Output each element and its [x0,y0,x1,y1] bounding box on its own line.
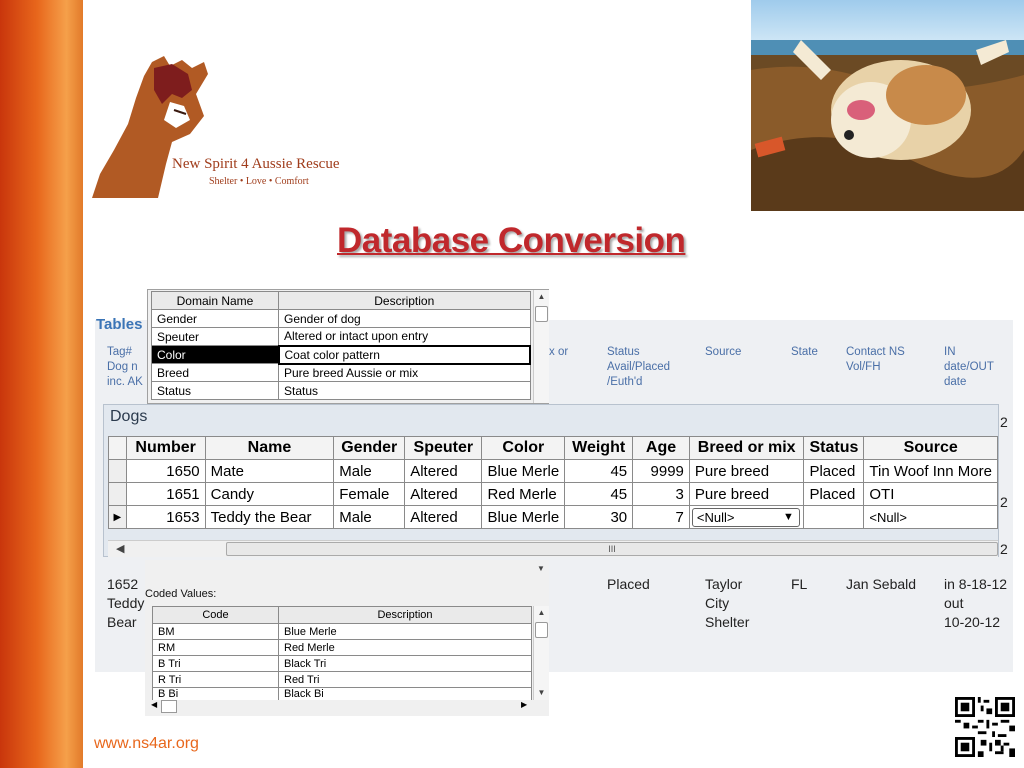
edge-mark: 2 [1000,494,1008,510]
description-cell[interactable]: Gender of dog [279,310,531,328]
color-cell[interactable]: Blue Merle [482,460,565,483]
column-header-code[interactable]: Code [153,607,279,624]
coded-values-label: Coded Values: [145,588,217,600]
scroll-left-icon[interactable]: ◀ [116,543,125,555]
age-cell[interactable]: 7 [633,506,690,529]
breed-cell[interactable] [689,506,804,529]
weight-cell[interactable]: 45 [565,460,633,483]
description-cell[interactable]: Pure breed Aussie or mix [279,364,531,382]
scroll-down-icon[interactable]: ▼ [537,688,546,697]
header-state: State [791,346,818,358]
logo-name: New Spirit 4 Aussie Rescue [172,156,340,172]
edge-mark: 2 [1000,541,1008,557]
table-row[interactable] [109,460,998,483]
code-cell[interactable]: RM [153,640,279,656]
column-header-breed[interactable]: Breed or mix [689,437,804,460]
table-row[interactable] [153,624,532,640]
dog-silhouette-icon [92,54,212,200]
header-status: Status Avail/Placed /Euth'd [607,346,671,388]
qr-code-icon [955,697,1015,757]
header-tag: Tag# Dog n inc. AK [107,346,143,388]
description-cell[interactable]: Red Merle [279,640,532,656]
column-header-source[interactable]: Source [864,437,998,460]
source-cell[interactable]: <Null> [864,506,998,529]
source-cell[interactable]: Tin Woof Inn More [864,460,998,483]
column-header-domain-name[interactable]: Domain Name [152,292,279,310]
number-cell[interactable]: 1651 [126,483,205,506]
code-cell[interactable]: BM [153,624,279,640]
column-header-description[interactable]: Description [279,292,531,310]
dogs-window [103,404,999,557]
speuter-cell[interactable]: Altered [405,506,482,529]
header-contact: Contact NS Vol/FH [846,346,905,373]
dogs-horizontal-scrollbar[interactable] [108,540,998,557]
table-row[interactable] [152,364,531,382]
weight-cell[interactable]: 30 [565,506,633,529]
status-cell[interactable] [804,506,864,529]
source-cell[interactable]: OTI [864,483,998,506]
scroll-right-icon[interactable]: ▶ [521,700,528,709]
column-header-speuter[interactable]: Speuter [405,437,482,460]
gender-cell[interactable]: Female [334,483,405,506]
table-row[interactable] [153,672,532,688]
scroll-up-icon[interactable]: ▲ [537,608,546,617]
website-link[interactable]: www.ns4ar.org [94,735,199,752]
color-cell[interactable]: Red Merle [482,483,565,506]
scroll-thumb[interactable]: III [226,542,998,556]
coded-values-window [145,560,549,716]
coded-values-table [152,606,532,701]
gender-cell[interactable]: Male [334,506,405,529]
table-row[interactable] [153,640,532,656]
domain-name-cell[interactable]: Color [152,346,279,364]
description-cell[interactable]: Blue Merle [279,624,532,640]
weight-cell[interactable]: 45 [565,483,633,506]
domain-name-cell[interactable]: Gender [152,310,279,328]
slide-title: Database Conversion [337,221,686,260]
scroll-thumb[interactable] [535,622,548,638]
domain-name-cell[interactable]: Breed [152,364,279,382]
description-cell[interactable]: Status [279,382,531,400]
status-cell[interactable]: Placed [804,483,864,506]
table-row[interactable] [153,688,532,701]
breed-cell[interactable]: Pure breed [689,483,804,506]
code-cell[interactable]: B Bi [153,688,279,701]
domain-name-cell[interactable]: Speuter [152,328,279,346]
description-cell[interactable]: Red Tri [279,672,532,688]
column-header-description[interactable]: Description [279,607,532,624]
scroll-down-icon[interactable]: ▼ [537,564,545,573]
coded-horizontal-scrollbar[interactable] [149,700,533,714]
breed-dropdown-value: <Null> [696,509,735,525]
age-cell[interactable]: 3 [633,483,690,506]
dogs-table [108,436,998,529]
row-selector[interactable] [109,460,127,483]
code-cell[interactable]: R Tri [153,672,279,688]
logo-tagline: Shelter • Love • Comfort [209,176,309,187]
edge-mark: 2 [1000,414,1008,430]
dog-photo [751,0,1024,211]
record-contact: Jan Sebald [846,576,917,592]
column-header-status[interactable]: Status [804,437,864,460]
dogs-window-title: Dogs [110,408,148,425]
table-row[interactable] [152,382,531,400]
gender-cell[interactable]: Male [334,460,405,483]
number-cell[interactable]: 1650 [126,460,205,483]
code-cell[interactable]: B Tri [153,656,279,672]
scroll-up-icon[interactable]: ▲ [537,292,546,301]
chevron-down-icon[interactable]: ▼ [783,510,794,523]
description-cell[interactable]: Black Bi [279,688,532,701]
column-header-gender[interactable]: Gender [334,437,405,460]
column-header-number[interactable]: Number [126,437,205,460]
color-cell[interactable]: Blue Merle [482,506,565,529]
description-cell[interactable]: Coat color pattern [279,346,531,364]
table-row-selected[interactable] [152,346,531,364]
speuter-cell[interactable]: Altered [405,483,482,506]
row-selector[interactable] [109,483,127,506]
row-selector-header[interactable] [109,437,127,460]
scroll-thumb[interactable] [161,700,177,713]
column-header-color[interactable]: Color [482,437,565,460]
record-state: FL [791,576,808,592]
description-cell[interactable]: Black Tri [279,656,532,672]
current-row-marker-icon[interactable]: ▶ [109,506,127,529]
record-status: Placed [607,576,650,592]
domain-name-cell[interactable]: Status [152,382,279,400]
name-cell[interactable]: Mate [205,460,334,483]
table-row[interactable] [152,310,531,328]
orange-side-bar [0,0,83,768]
breed-dropdown[interactable] [692,508,800,527]
status-cell[interactable]: Placed [804,460,864,483]
column-header-name[interactable]: Name [205,437,334,460]
domain-table [151,291,531,400]
record-source: Taylor City Shelter [705,576,750,630]
column-header-age[interactable]: Age [633,437,690,460]
breed-cell[interactable]: Pure breed [689,460,804,483]
domain-window [147,289,549,404]
number-cell[interactable]: 1653 [126,506,205,529]
header-in-out: IN date/OUT date [944,346,994,388]
table-row[interactable] [153,656,532,672]
column-header-weight[interactable]: Weight [565,437,633,460]
table-row[interactable] [109,483,998,506]
scroll-thumb[interactable] [535,306,548,322]
table-row[interactable] [152,328,531,346]
name-cell[interactable]: Candy [205,483,334,506]
speuter-cell[interactable]: Altered [405,460,482,483]
header-source: Source [705,346,742,358]
coded-vertical-scrollbar[interactable] [533,606,549,700]
record-in-out: in 8-18-12 out 10-20-12 [944,576,1008,630]
description-cell[interactable]: Altered or intact upon entry [279,328,531,346]
rescue-logo [92,54,360,200]
upper-scrollbar[interactable] [533,560,549,578]
header-mix: x or [549,346,569,358]
scroll-left-icon[interactable]: ◀ [151,700,158,709]
name-cell[interactable]: Teddy the Bear [205,506,334,529]
age-cell[interactable]: 9999 [633,460,690,483]
tables-label: Tables [96,316,143,333]
domain-scrollbar[interactable] [533,290,549,403]
record-tag: 1652 Teddy Bear [107,576,145,630]
table-row-current[interactable] [109,506,998,529]
